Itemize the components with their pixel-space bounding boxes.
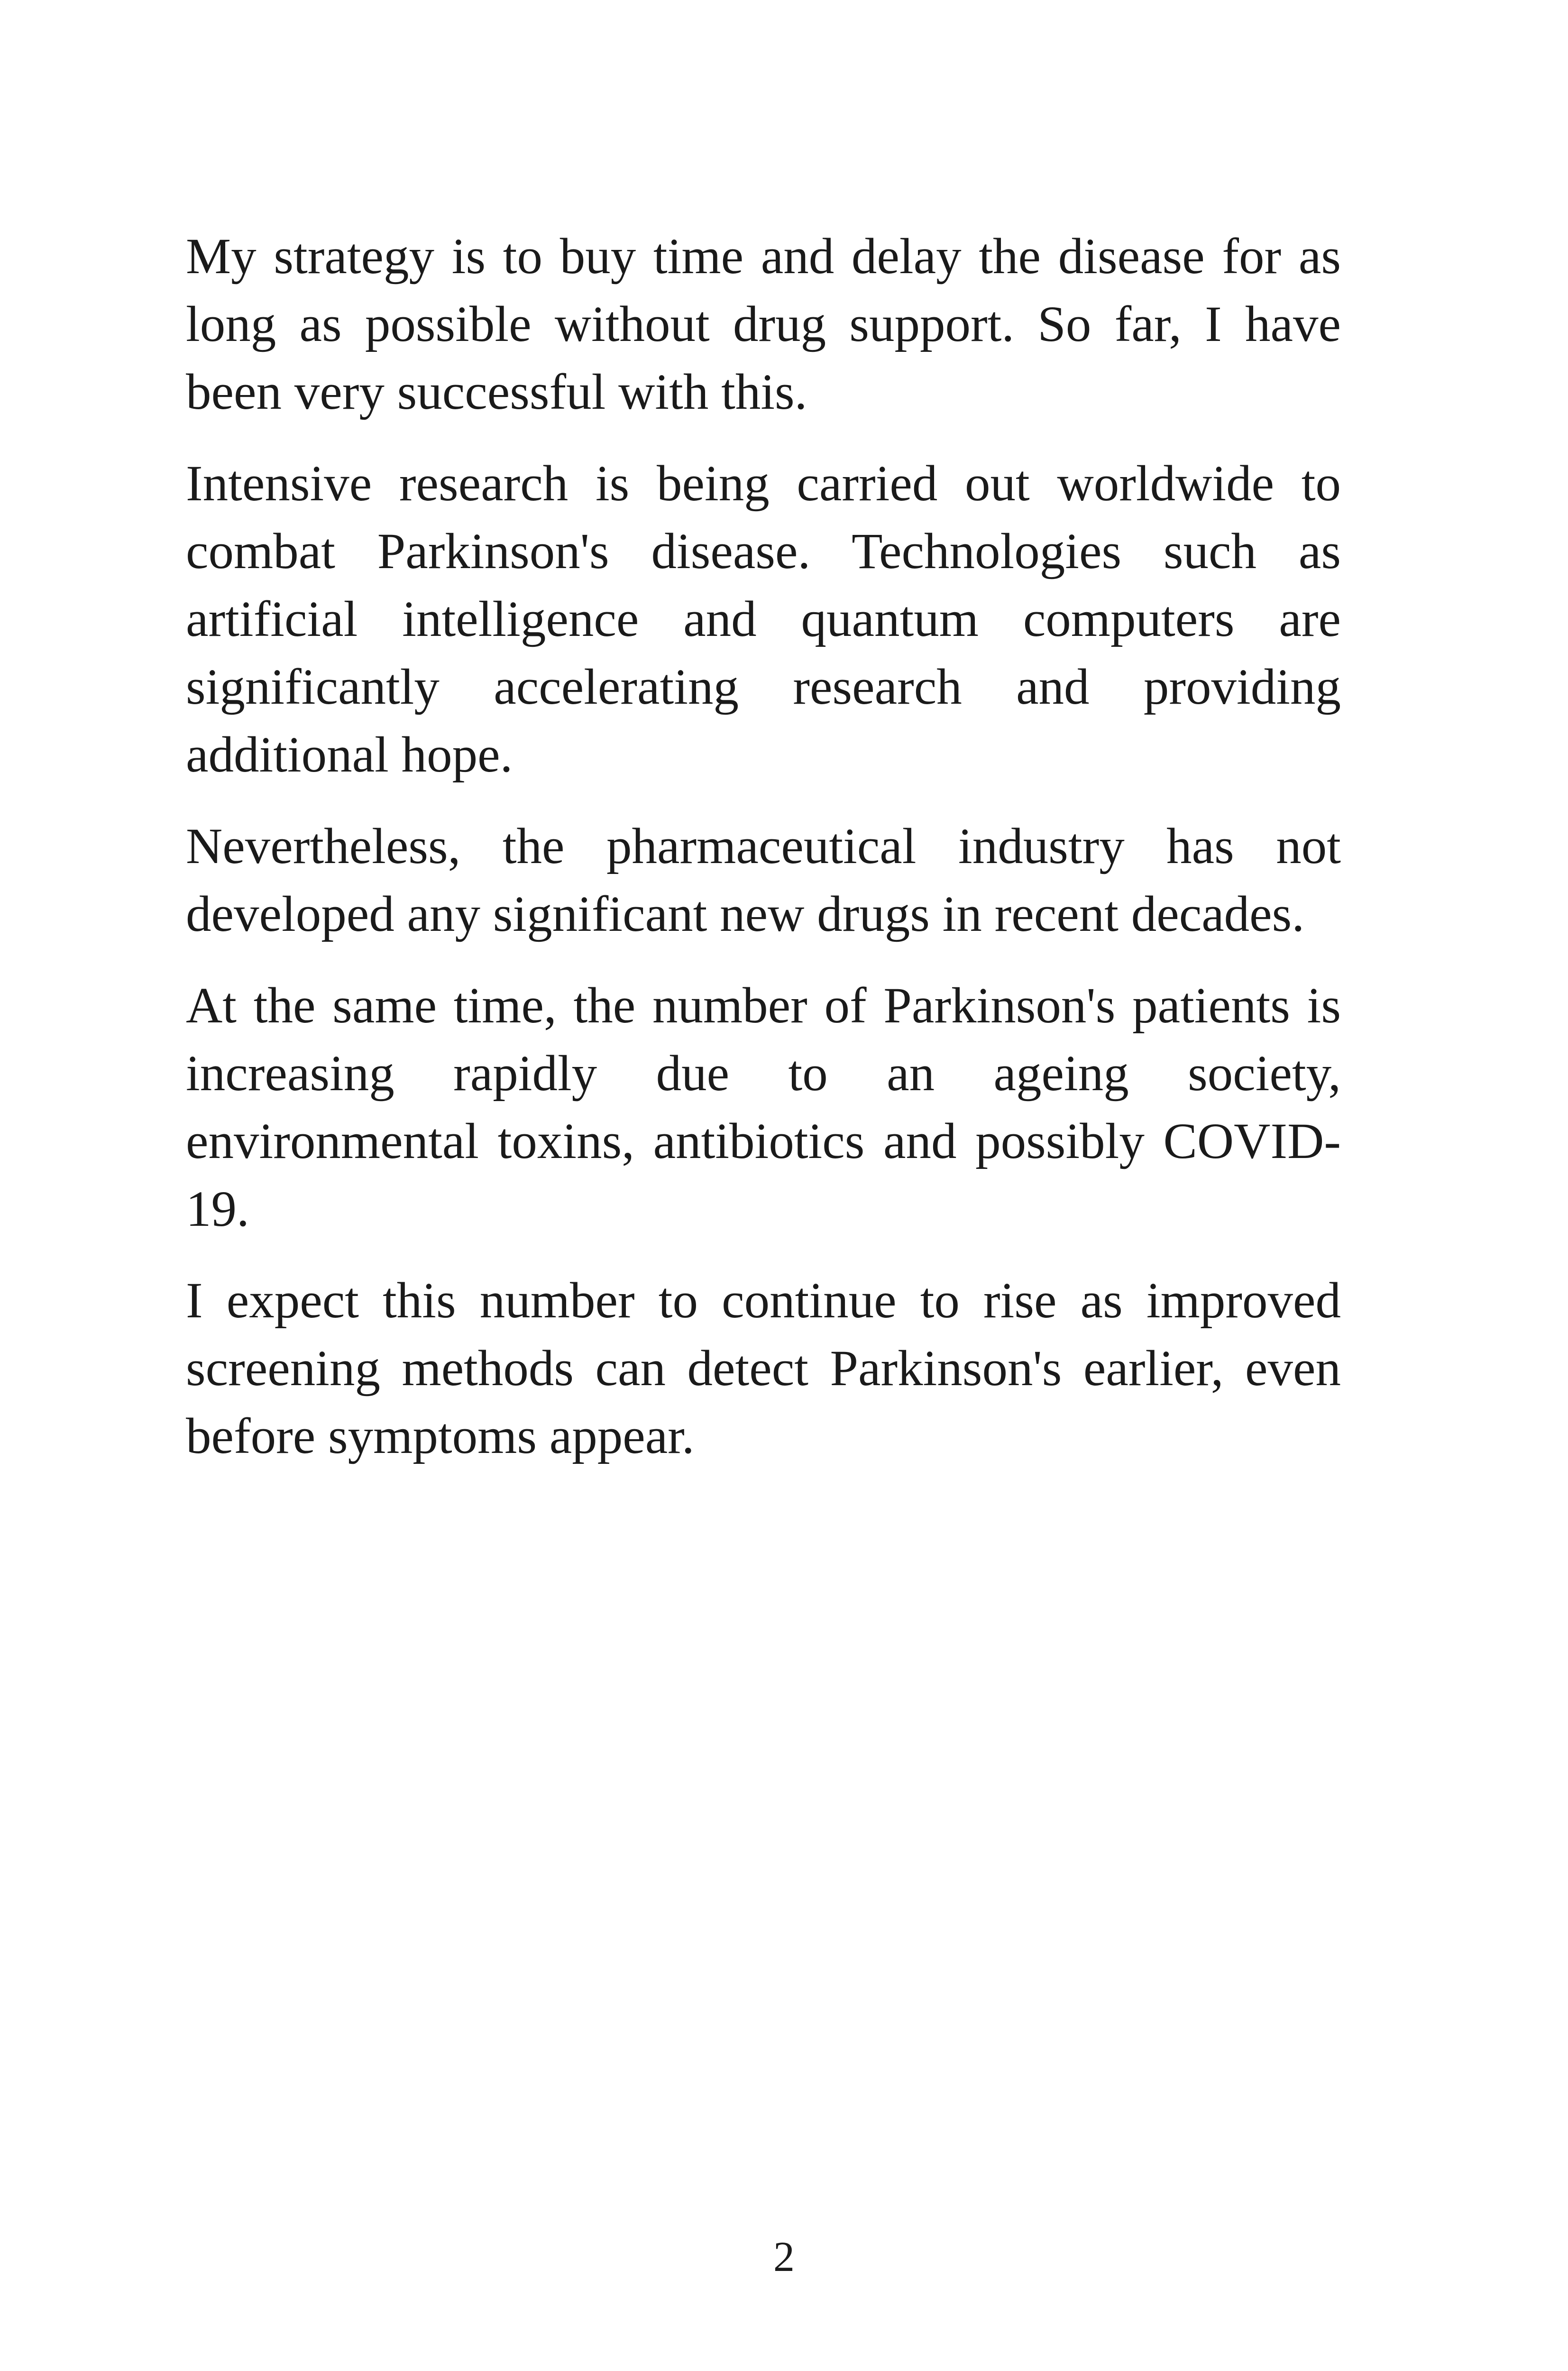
paragraph-screening: I expect this number to continue to rise as improved screening methods can detect Parkinson's earlier, even before symptoms appear. bbox=[186, 1273, 1341, 1464]
body-text bbox=[186, 223, 1341, 1494]
paragraph-pharma: Nevertheless, the pharmaceutical industry has not developed any significant new drugs in recent decades. bbox=[186, 818, 1341, 942]
paragraph-research: Intensive research is being carried out worldwide to combat Parkinson's disease. Technologies such as artificial intelligence and quantum computers are significantly accelerating research and providing additional hope. bbox=[186, 456, 1341, 783]
paragraph-strategy: My strategy is to buy time and delay the disease for as long as possible without drug support. So far, I have been very successful with this. bbox=[186, 229, 1341, 420]
paragraph-patients: At the same time, the number of Parkinson's patients is increasing rapidly due to an ageing society, environmental toxins, antibiotics and possibly COVID-19. bbox=[186, 978, 1341, 1237]
page-number: 2 bbox=[773, 2233, 795, 2280]
